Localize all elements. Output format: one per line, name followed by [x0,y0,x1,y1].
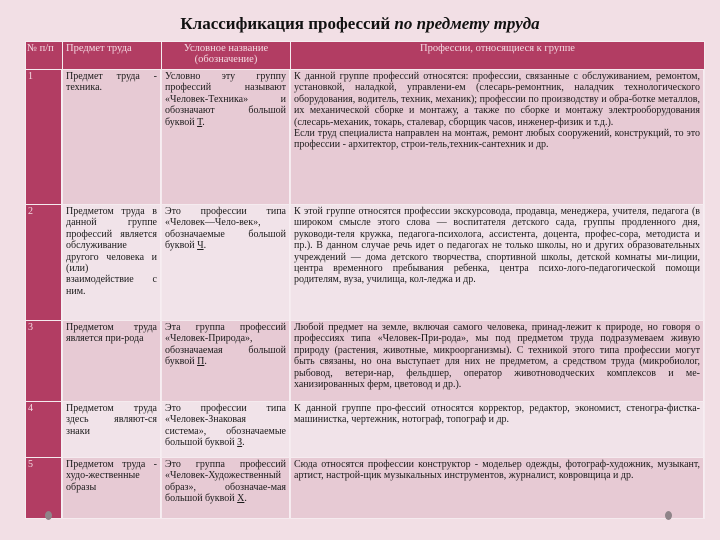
table-row [26,321,704,401]
row-name: Это группа профессий «Человек-Художественный образ», обозначае-мая большой буквой Х. [162,458,290,518]
group-letter: Х [237,493,245,505]
row-number: 4 [26,402,62,457]
row-number: 3 [26,321,62,401]
professions-paragraph: Любой предмет на земле, включая самого человека, принад-лежит к природе, но говоря о профессиях типа «Человек-При-рода», мы под предметом труда подразумеваем живую природу (растения, животные, микроорганизмы). С техникой этого типа профессии могут быть связаны, но она выступает для них не предметом, а средством труда (микробиолог, рыбовод, ветери-нар, фельдшер, оператор животноводческих комплексов и ме-ханизированных ферм, цветовод и др.). [294,322,700,391]
header-num: № п/п [26,42,62,69]
professions-paragraph: Сюда относятся профессии конструктор - модельер одежды, фотограф-художник, музыкант, артист, настрой-щик музыкальных инструментов, журналист, ковровщица и др. [294,459,700,482]
page-title [0,14,720,34]
row-name: Это профессии типа «Человек-Знаковая система», обозначаемые большой буквой З. [162,402,290,457]
title-plain: Классификация профессий [180,14,395,33]
table-header-row [26,42,704,69]
slide-dot-right-icon [665,511,672,520]
row-subject: Предмет труда - техника. [63,70,161,204]
row-subject: Предметом труда является при-рода [63,321,161,401]
row-professions [291,402,704,457]
slide-dot-left-icon [45,511,52,520]
row-number: 2 [26,205,62,320]
header-subject: Предмет труда [63,42,161,69]
row-name: Эта группа профессий «Человек-Природа», обозначаемая большой буквой П. [162,321,290,401]
table-row [26,402,704,457]
row-name: Условно эту группу профессий называют «Человек-Техника» и обозначают большой буквой Т. [162,70,290,204]
professions-paragraph: К данной группе про-фессий относятся корректор, редактор, экономист, стеногра-фистка-машинистка, чертежник, нотограф, топограф и др. [294,403,700,426]
row-name: Это профессии типа «Человек—Чело-век», обозначаемые большой буквой Ч. [162,205,290,320]
row-professions [291,458,704,518]
row-professions [291,321,704,401]
header-professions: Профессии, относящиеся к группе [291,42,704,69]
professions-paragraph: К этой группе относятся профессии экскурсовода, продавца, менеджера, учителя, педагога (в широком смысле этого слова — воспитателя детского сада, группы продленного дня, руководи-теля кружка, педагога-психолога, ассистента, доцента, профес-сора, методиста и пр.). В данном случае речь идет о педагогах не только школы, но и других образовательных учреждений — дома детского творчества, спортивной школы, детской комнаты ми-лиции, центра временного пребывания ребенка, центра психо-лого-педагогической помощи родителям, вуза, училища, кол-леджа и др. [294,206,700,286]
row-number: 1 [26,70,62,204]
group-letter: З [237,437,243,449]
row-subject: Предметом труда в данной группе профессий является обслуживание другого человека и (или) взаимодействие с ним. [63,205,161,320]
row-number: 5 [26,458,62,518]
classification-table [25,41,705,519]
row-professions [291,205,704,320]
row-subject: Предметом труда - худо-жественные образы [63,458,161,518]
table-row [26,205,704,320]
row-professions [291,70,704,204]
table-row [26,70,704,204]
header-name: Условное название (обозначение) [162,42,290,69]
title-italic: по предмету труда [394,14,540,33]
group-letter: Ч [197,240,204,252]
professions-paragraph: Если труд специалиста направлен на монтаж, ремонт любых сооружений, конструкций, то это профессии - архитектор, строи-тель,техник-сантехник и др. [294,128,700,151]
table-row [26,458,704,518]
row-subject: Предметом труда здесь являют-ся знаки [63,402,161,457]
group-letter: П [197,356,205,368]
group-letter: Т [197,116,203,128]
professions-paragraph: К данной группе профессий относятся: профессии, связанные с обслуживанием, ремонтом, установкой, наладкой, управлени-ем (слесарь-ремонтник, наладчик технологического оборудования, водитель, техник, механик); профессии по производству и обра-ботке металлов, их механической сборке и монтажу, а также по сборке и монтажу электрооборудования (слесарь-механик, токарь, сталевар, сборщик часов, инженер-физик и т.д.). [294,71,700,128]
